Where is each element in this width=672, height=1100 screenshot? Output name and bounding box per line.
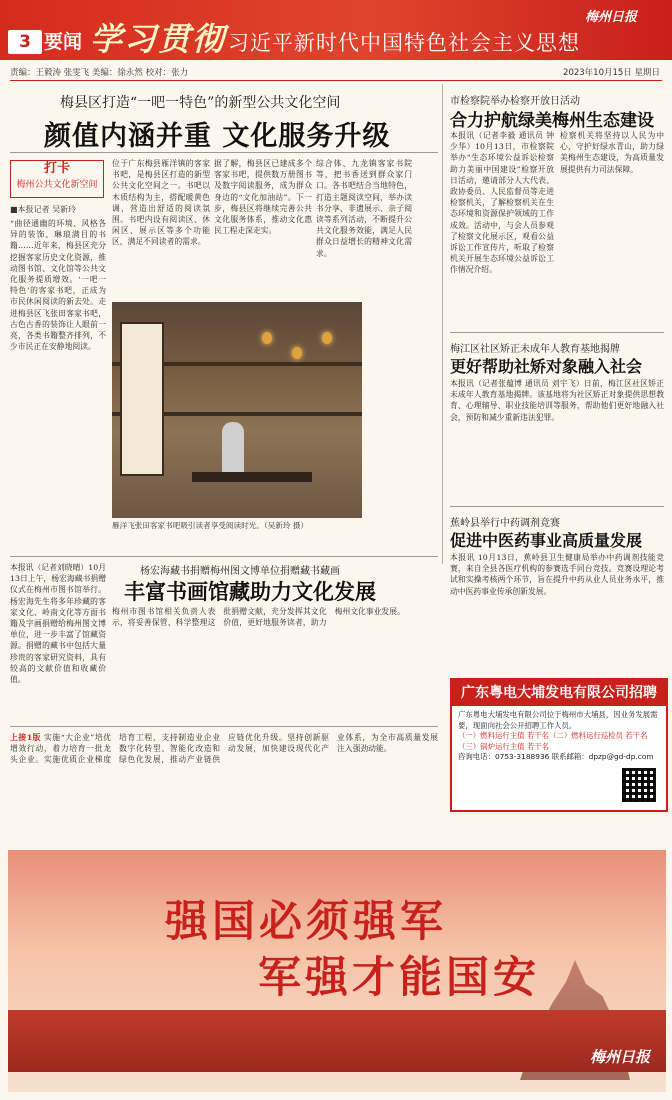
section-label: 要闻: [44, 31, 83, 53]
ad-contact: 咨询电话：0753-3188936 联系邮箱：dpzp@gd-dp.com: [458, 752, 654, 761]
recruitment-ad: [450, 678, 668, 812]
page-number: 3: [8, 30, 42, 54]
right3-headline: 促进中医药事业高质量发展: [450, 531, 643, 550]
bookbar-photo: [112, 302, 362, 518]
right2-body: 本报讯（记者张蕴博 通讯员 刘宇飞）日前，梅江区社区矫正未成年人教育基地揭牌。该基地将为社区矫正对象提供思想教育、心理辅导、职业技能培训等服务，帮助他们更好地融入社会，预防和减少重新违法犯罪。: [450, 379, 664, 422]
feature-badge: [10, 160, 104, 198]
banner-slogan-line-1: 强国必须强军: [165, 897, 447, 947]
mid-body-col-2: 梅州市图书馆相关负责人表示，将妥善保管、科学整理这批捐赠文献，充分发挥其文化价值，更好地服务读者，助力梅州文化事业发展。: [112, 607, 405, 628]
issue-date: 2023年10月15日 星期日: [563, 68, 660, 78]
bottom-story-body: [10, 732, 438, 842]
main-divider: [10, 152, 438, 153]
bottom-story-text: 实施“大企业”培优增效行动，着力培育一批龙头企业。实施优质企业梯度培育工程，支持制造业企业数字化转型、智能化改造和绿色化发展，推动产业链供应链优化升级。坚持创新驱动发展，加快建设现代化产业体系，为全市高质量发展注入强劲动能。: [10, 733, 438, 765]
ad-intro: 广东粤电大埔发电有限公司位于梅州市大埔县，因业务发展需要，现面向社会公开招聘工作人员。: [458, 710, 658, 730]
main-byline: ■本报记者 吴新玲: [10, 205, 77, 214]
mid-divider: [10, 556, 438, 557]
continued-tag: 上接1版: [10, 733, 42, 742]
lantern-icon: [262, 332, 272, 344]
main-kicker: 梅县区打造“一吧一特色”的新型公共文化空间: [60, 95, 341, 111]
right1-col-1: 本报讯（记者李毅 通讯员 钟少华）10月13日，市检察院举办“生态环境公益诉讼检察助力美丽中国建设”检察开放日活动，邀请部分人大代表、政协委员、人民监督员等走进检察机关，了解检察机关在生态环境和资源保护领域的工作成效。活动中，与会人员参观了检察文化展示区，观看公益诉讼工作宣传片，听取了检察机关开展生态环境公益诉讼工作情况介绍。: [450, 131, 554, 275]
mid-headline: 丰富书画馆藏助力文化发展: [124, 580, 376, 604]
right-divider: [450, 332, 664, 333]
qr-code-icon: [622, 768, 656, 802]
photo-caption: 雁洋飞张田客家书吧吸引读者享受阅读时光。（吴新玲 摄）: [112, 521, 309, 530]
main-col-1: “曲径通幽的环境、风格各异的装饰、琳琅满目的书籍……近年来，梅县区充分挖掘客家历史文化资源，推动图书馆、文化馆等公共文化服务提质增效。‘一吧一特色’的客家书吧，正成为市民休闲阅读的新去处。走进梅县区飞张田客家书吧，古色古香的装饰让人眼前一亮，各类书籍整齐排列，不少市民正在安静地阅读。: [10, 219, 106, 352]
editor-credits: 责编：王毅涛 张雯飞 美编：徐永然 校对：张力: [10, 68, 189, 78]
lantern-icon: [292, 347, 302, 359]
right1-kicker: 市检察院举办检察开放日活动: [450, 96, 580, 107]
right1-headline: 合力护航绿美梅州生态建设: [450, 111, 654, 131]
main-headline: 颜值内涵并重 文化服务升级: [44, 121, 391, 152]
banner-slogan-line-2: 军强才能国安: [258, 953, 540, 1003]
bottom-divider: [10, 726, 438, 727]
badge-subtitle: 梅州公共文化新空间: [16, 180, 98, 190]
mid-body-col-1: 本报讯（记者刘晓晴）10月13日上午，杨宏海藏书捐赠仪式在梅州市图书馆举行。杨宏海先生将多年珍藏的客家文化、岭南文化等方面书籍及字画捐赠给梅州图文博单位，进一步丰富了馆藏资源。捐赠的藏书中包括大量珍贵的客家研究资料，具有较高的文献价值和收藏价值。: [10, 563, 106, 685]
lantern-icon: [322, 332, 332, 344]
mid-kicker: 杨宏海藏书捐赠梅州图文博单位捐赠藏书藏画: [140, 566, 340, 577]
badge-title: 打卡: [43, 161, 70, 176]
right3-kicker: 蕉岭县举行中药调剂竞赛: [450, 518, 560, 529]
ad-positions: （一）燃料运行主值 若干名（二）燃料运行巡检员 若干名（三）锅炉运行主值 若干名: [458, 731, 648, 751]
ad-title: 广东粤电大埔发电有限公司招聘: [452, 680, 666, 706]
great-wall-band: [8, 1010, 666, 1072]
masthead-logo: 梅州日报: [585, 10, 638, 25]
right1-col-2: 检察机关将坚持以人民为中心，守护好绿水青山，助力绿美梅州生态建设，为高质量发展提供有力司法保障。: [560, 131, 664, 174]
banner-masthead-logo: 梅州日报: [590, 1048, 651, 1066]
right-divider: [450, 506, 664, 507]
main-col-3: 据了解，梅县区已建成多个客家书吧，提供数万册图书及数字阅读服务，成为群众身边的“文化加油站”。下一步，梅县区将继续完善公共文化服务体系，推动文化惠民工程走深走实。: [214, 159, 312, 236]
right2-headline: 更好帮助社矫对象融入社会: [450, 357, 643, 376]
right3-body: 本报讯 10月13日，蕉岭县卫生健康局举办中药调剂技能竞赛，来自全县各医疗机构的参赛选手同台竞技。竞赛设理论考试和实操考核两个环节，旨在提升中药从业人员业务水平，推动中医药事业传承创新发展。: [450, 553, 664, 596]
main-col-4: 综合体、九龙镇客家书院等，把书香送到群众家门口。各书吧结合当地特色，打造主题阅读空间，举办读书分享、非遗展示、亲子阅读等系列活动，不断提升公共文化服务效能，满足人民群众日益增长的精神文化需求。: [316, 159, 412, 258]
main-col-2: 位于广东梅县雁洋镇的客家书吧，是梅县区打造的新型公共文化空间之一。书吧以木质结构为主，搭配暖黄色调，营造出舒适的阅读氛围。书吧内设有阅读区、休闲区、展示区等多个功能区，满足不同读者的需求。: [112, 159, 210, 247]
ad-body: [458, 710, 658, 763]
right2-kicker: 梅江区社区矫正未成年人教育基地揭牌: [450, 344, 620, 355]
photo-wall-sign: [120, 322, 164, 476]
reading-table: [192, 472, 312, 482]
column-divider: [442, 84, 443, 564]
calligraphy-title: 学习贯彻: [90, 20, 227, 58]
header-slogan: 习近平新时代中国特色社会主义思想: [228, 31, 580, 55]
editor-credit-line: [10, 66, 662, 81]
